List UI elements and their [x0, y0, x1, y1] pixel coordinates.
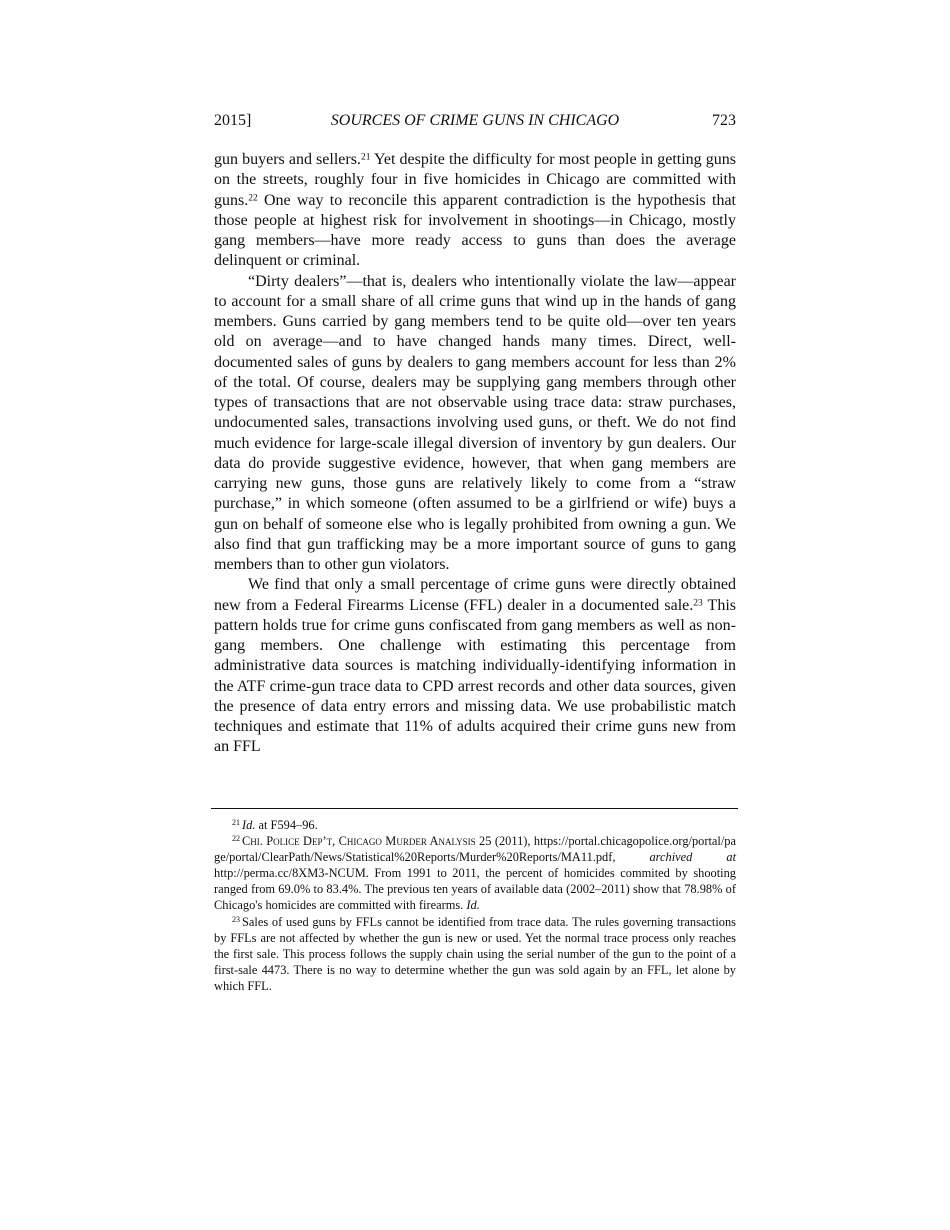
footnote-22: $^{22}$ Chi. Police Dep’t, Chicago Murder Analysis 25 (2011), https://portal.chicagopolice.org/portal/page/portal/ClearPath/News/Statistical%20Reports/Murder%20Reports/MA11.pdf, archived at http://perma.cc/8XM3-NCUM. From 1991 to 2011, the percent of homicides commited by shooting ranged from 69.0% to 83.4%. The previous ten years of available data (2002–2011) show that 78.98% of Chicago's homicides are committed with firearms. Id.	[214, 834, 737, 913]
running-title: SOURCES OF CRIME GUNS IN CHICAGO	[330, 112, 620, 129]
footnote-21: $^{21}$ Id. at F594–96.	[232, 818, 318, 832]
footnote-number: 23	[232, 914, 240, 924]
volume-year: 2015]	[214, 112, 252, 129]
paragraph-1: gun buyers and sellers.$^{21}$ Yet despite the difficulty for most people in getting guns on the streets, roughly four in five homicides in Chicago are committed with guns.$^{22}$ One way to reconcile this apparent contradiction is the hypothesis that those people at highest risk for involvement in shootings—in Chicago, mostly gang members—have more ready access to guns than does the average delinquent or criminal.	[214, 151, 736, 270]
paragraph-2: “Dirty dealers”—that is, dealers who intentionally violate the law—appear to account for a small share of all crime guns that wind up in the hands of gang members. Guns carried by gang members tend to be quite old—over ten years old on average—and to have changed hands many times. Direct, well-documented sales of guns by dealers to gang members account for less than 2% of the total. Of course, dealers may be supplying gang members through other types of transactions that are not observable using trace data: straw purchases, undocumented sales, transactions involving used guns, or theft. We do not find much evidence for large-scale illegal diversion of inventory by gun dealers. Our data do provide suggestive evidence, however, that when gang members are carrying new guns, those guns are relatively likely to come from a “straw purchase,” in which someone (often assumed to be a girlfriend or wife) buys a gun on behalf of someone else who is legally prohibited from owning a gun. We also find that gun trafficking may be a more important source of guns to gang members than to other gun violators.	[214, 272, 736, 573]
source-url[interactable]: 25 (2011), https://portal.chicagopolice.org/portal/page/portal/ClearPath/News/Statistical%20Reports/Murder%20Reports/MA11.pdf,	[214, 834, 736, 865]
paragraph-3: We find that only a small percentage of crime guns were directly obtained new from a Federal Firearms License (FFL) dealer in a documented sale.$^{23}$ This pattern holds true for crime guns confiscated from gang members as well as non-gang members. One challenge with estimating this percentage from administrative data sources is matching individually-identifying information in the ATF crime-gun trace data to CPD arrest records and other data sources, given the presence of data entry errors and missing data. We use probabilistic match techniques and estimate that 11% of adults acquired their crime guns new from an FFL	[214, 576, 737, 756]
footnote-ref-21[interactable]: 21	[360, 152, 371, 163]
source-title: Chi. Police Dep’t, Chicago Murder Analysis	[242, 834, 476, 849]
footnote-divider	[211, 808, 738, 809]
footnotes	[214, 817, 736, 994]
page-number: 723	[712, 112, 736, 129]
footnote-ref-23[interactable]: 23	[693, 597, 703, 608]
footnote-number: 22	[232, 834, 240, 844]
footnote-number: 21	[232, 818, 240, 827]
footnote-ref-22[interactable]: 22	[248, 192, 258, 203]
running-header	[214, 112, 736, 134]
main-text	[214, 150, 736, 758]
footnote-23: $^{23}$ Sales of used guns by FFLs cannot be identified from trace data. The rules governing transactions by FFLs are not affected by whether the gun is new or used. Yet the normal trace process only reaches the first sale. This process follows the supply chain using the serial number of the gun to the point of a first-sale 4473. There is no way to determine whether the gun was sold again by an FFL, let alone by which FFL.	[214, 914, 736, 993]
